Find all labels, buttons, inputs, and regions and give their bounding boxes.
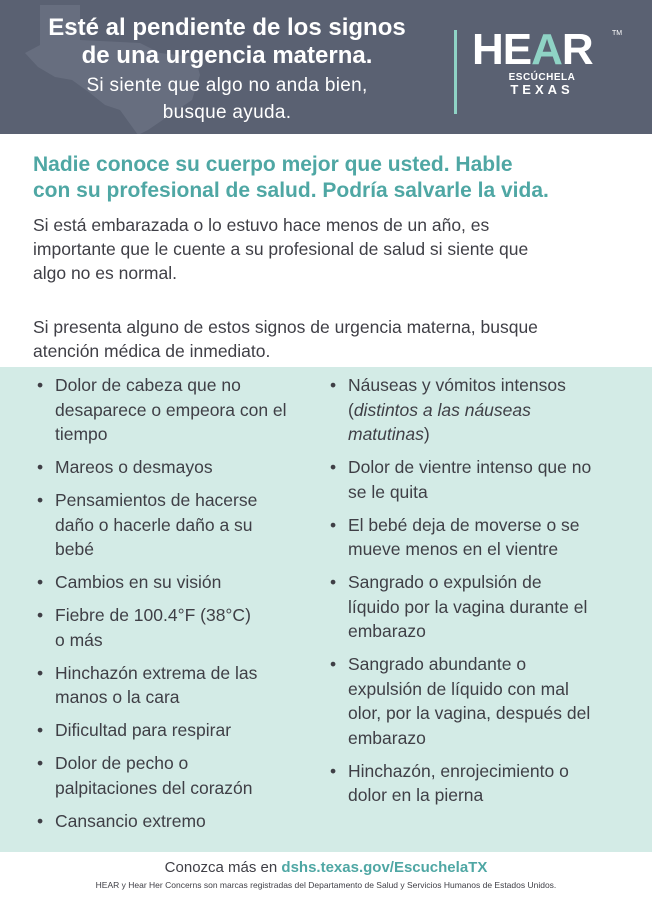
list-item: • Mareos o desmayos bbox=[37, 457, 213, 477]
signs-list-right bbox=[328, 373, 633, 816]
warning-signs-panel bbox=[0, 367, 652, 852]
list-item: • Sangrado abundante o expulsión de líquido con mal olor, por la vagina, después del embarazo bbox=[330, 654, 591, 748]
list-item: • Cansancio extremo bbox=[37, 810, 206, 831]
logo-trademark: TM bbox=[612, 30, 623, 37]
list-item: • Dolor de vientre intenso que no se le quita bbox=[330, 457, 592, 502]
list-item: • El bebé deja de moverse o se mueve menos en el vientre bbox=[330, 514, 580, 559]
intro-paragraph: Si está embarazada o lo estuvo hace menos de un año, es importante que le cuente a su profesional de salud si siente que algo no es normal. bbox=[33, 215, 529, 283]
urgency-paragraph: Si presenta alguno de estos signos de urgencia materna, busque atención médica de inmediato. bbox=[33, 317, 538, 361]
lead-heading: Nadie conoce su cuerpo mejor que usted. Hable con su profesional de salud. Podría salvarle la vida. bbox=[33, 153, 549, 202]
header-banner bbox=[0, 0, 652, 134]
signs-list-left bbox=[35, 373, 325, 842]
header-divider bbox=[454, 30, 457, 114]
logo-subtitle: ESCÚCHELA bbox=[508, 72, 576, 83]
list-item: • Pensamientos de hacerse daño o hacerle daño a su bebé bbox=[37, 490, 258, 559]
list-item: • Fiebre de 100.4°F (38°C) o más bbox=[37, 605, 251, 650]
list-item: • Hinchazón, enrojecimiento o dolor en la pierna bbox=[330, 760, 569, 805]
list-item: • Cambios en su visión bbox=[37, 572, 222, 592]
footer bbox=[0, 852, 652, 912]
list-item: • Dolor de pecho o palpitaciones del corazón bbox=[37, 753, 253, 798]
intro-section bbox=[33, 152, 633, 285]
list-item: • Dificultad para respirar bbox=[37, 720, 232, 740]
logo-wordmark: HEAR bbox=[472, 25, 593, 74]
list-item: • Hinchazón extrema de las manos o la cara bbox=[37, 662, 258, 707]
page-title: Esté al pendiente de los signos de una urgencia materna. bbox=[48, 14, 406, 69]
legal-notice: HEAR y Hear Her Concerns son marcas registradas del Departamento de Salud y Servicios Humanos de Estados Unidos. bbox=[95, 880, 557, 890]
logo-state: TEXAS bbox=[510, 82, 574, 97]
website-link[interactable]: dshs.texas.gov/EscuchelaTX bbox=[281, 859, 488, 876]
list-item: • Náuseas y vómitos intensos (distintos a las náuseas matutinas) bbox=[330, 375, 566, 444]
hear-logo bbox=[472, 25, 623, 102]
learn-more: Conozca más en dshs.texas.gov/EscuchelaTX bbox=[164, 859, 488, 876]
list-item: • Dolor de cabeza que no desaparece o empeora con el tiempo bbox=[37, 375, 287, 444]
page-subtitle: Si siente que algo no anda bien, busque ayuda. bbox=[86, 75, 368, 123]
list-item: • Sangrado o expulsión de líquido por la vagina durante el embarazo bbox=[330, 572, 588, 641]
